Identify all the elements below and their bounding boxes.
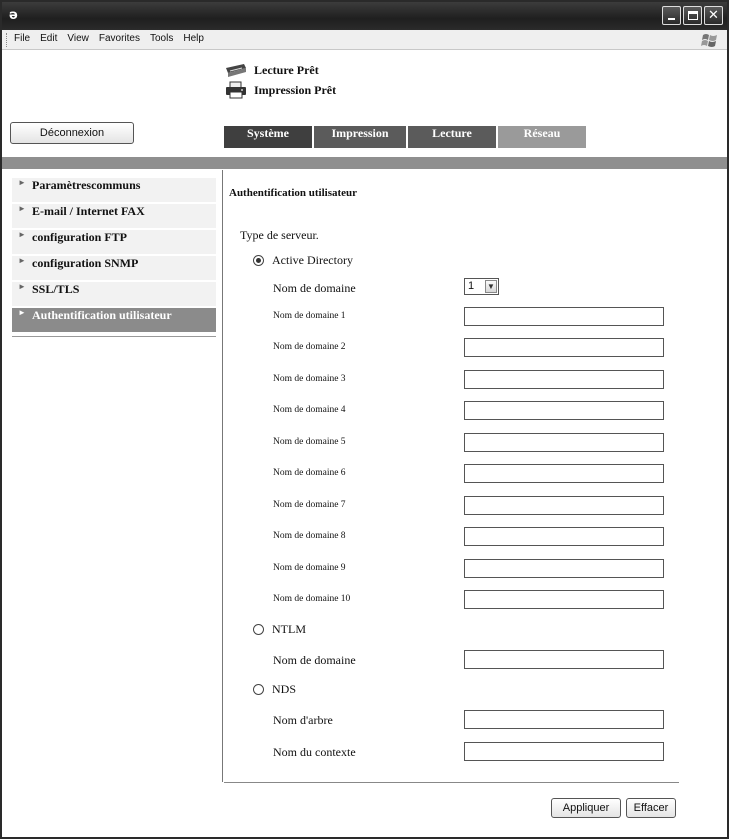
radio-nds[interactable] <box>253 680 296 698</box>
server-type-label: Type de serveur. <box>240 228 319 242</box>
logout-button[interactable]: Déconnexion <box>10 122 134 144</box>
scan-status-text: Lecture Prêt <box>254 62 319 77</box>
close-button[interactable] <box>704 6 723 25</box>
radio-button[interactable] <box>253 624 264 635</box>
apply-button[interactable]: Appliquer <box>551 798 621 818</box>
sidebar-item-label: configuration FTP <box>32 230 127 244</box>
domain-5-input[interactable] <box>464 433 664 452</box>
minimize-icon <box>668 18 675 20</box>
radio-label: NDS <box>272 681 297 696</box>
menu-file[interactable]: File <box>14 33 31 44</box>
sidebar-item-label: Authentification utilisateur <box>32 308 172 322</box>
menu-tools[interactable]: Tools <box>149 33 174 44</box>
scanner-icon <box>224 62 248 78</box>
radio-active-directory[interactable] <box>253 251 353 269</box>
radio-ntlm[interactable] <box>253 620 306 638</box>
domain-10-label: Nom de domaine 10 <box>273 594 351 604</box>
domain-9-label: Nom de domaine 9 <box>273 563 346 573</box>
sidebar-item-email-fax[interactable] <box>12 204 216 230</box>
toolbar-grip <box>6 33 8 47</box>
print-status-text: Impression Prêt <box>254 82 337 97</box>
domain-1-label: Nom de domaine 1 <box>273 311 346 321</box>
sidebar-item-common-settings[interactable] <box>12 178 216 204</box>
print-status <box>224 80 336 100</box>
tab-impression[interactable]: Impression <box>314 126 406 148</box>
menu-view[interactable]: View <box>67 33 89 44</box>
sidebar-item-label: SSL/TLS <box>32 282 80 296</box>
nds-context-input[interactable] <box>464 742 664 761</box>
page-title: Authentification utilisateur <box>229 187 358 199</box>
arrow-right-icon: ► <box>18 178 26 187</box>
nds-tree-input[interactable] <box>464 710 664 729</box>
menu-bar <box>2 30 727 50</box>
radio-label: Active Directory <box>272 252 353 267</box>
tab-systeme[interactable]: Système <box>224 126 312 148</box>
clear-button[interactable]: Effacer <box>626 798 676 818</box>
sidebar-item-label: configuration SNMP <box>32 256 139 270</box>
sidebar-item-label: E-mail / Internet FAX <box>32 204 145 218</box>
arrow-right-icon: ► <box>18 308 26 317</box>
select-value: 1 <box>468 280 475 292</box>
ntlm-domain-input[interactable] <box>464 650 664 669</box>
sidebar-item-ssl-tls[interactable] <box>12 282 216 308</box>
tab-reseau[interactable]: Réseau <box>498 126 586 148</box>
sidebar-item-label: Paramètrescommuns <box>32 178 141 192</box>
nds-tree-label: Nom d'arbre <box>273 713 333 727</box>
scan-status <box>224 60 336 80</box>
arrow-right-icon: ► <box>18 282 26 291</box>
domain-6-input[interactable] <box>464 464 664 483</box>
sidebar <box>12 178 216 337</box>
close-icon: ✕ <box>708 8 719 23</box>
maximize-button[interactable] <box>683 6 702 25</box>
main-tabs <box>224 126 586 148</box>
domain-8-label: Nom de domaine 8 <box>273 531 346 541</box>
domain-name-label: Nom de domaine <box>273 281 356 295</box>
window-controls <box>662 6 723 25</box>
ntlm-domain-label: Nom de domaine <box>273 653 356 667</box>
domain-7-input[interactable] <box>464 496 664 515</box>
domain-4-input[interactable] <box>464 401 664 420</box>
menu-favorites[interactable]: Favorites <box>98 33 140 44</box>
domain-3-input[interactable] <box>464 370 664 389</box>
domain-2-input[interactable] <box>464 338 664 357</box>
radio-label: NTLM <box>272 621 306 636</box>
arrow-right-icon: ► <box>18 204 26 213</box>
domain-10-input[interactable] <box>464 590 664 609</box>
minimize-button[interactable] <box>662 6 681 25</box>
sidebar-item-snmp[interactable] <box>12 256 216 282</box>
menu-edit[interactable]: Edit <box>40 33 58 44</box>
content-divider <box>222 170 223 782</box>
domain-7-label: Nom de domaine 7 <box>273 500 346 510</box>
nds-context-label: Nom du contexte <box>273 745 356 759</box>
tab-lecture[interactable]: Lecture <box>408 126 496 148</box>
domain-2-label: Nom de domaine 2 <box>273 342 346 352</box>
menu-help[interactable]: Help <box>183 33 204 44</box>
arrow-right-icon: ► <box>18 256 26 265</box>
header-divider <box>2 157 727 169</box>
chevron-down-icon[interactable]: ▼ <box>485 280 497 293</box>
domain-4-label: Nom de domaine 4 <box>273 405 346 415</box>
printer-icon <box>224 81 248 99</box>
domain-3-label: Nom de domaine 3 <box>273 374 346 384</box>
browser-icon: ə <box>9 8 18 23</box>
domain-9-input[interactable] <box>464 559 664 578</box>
domain-1-input[interactable] <box>464 307 664 326</box>
arrow-right-icon: ► <box>18 230 26 239</box>
radio-button[interactable] <box>253 255 264 266</box>
domain-count-select[interactable] <box>464 278 499 295</box>
sidebar-item-user-auth[interactable] <box>12 308 216 334</box>
footer-divider <box>224 782 679 783</box>
title-bar <box>2 2 727 30</box>
sidebar-divider <box>12 336 216 337</box>
device-status <box>224 60 336 100</box>
domain-6-label: Nom de domaine 6 <box>273 468 346 478</box>
maximize-icon <box>688 11 698 20</box>
domain-8-input[interactable] <box>464 527 664 546</box>
windows-flag-icon <box>701 32 719 48</box>
sidebar-item-ftp[interactable] <box>12 230 216 256</box>
domain-5-label: Nom de domaine 5 <box>273 437 346 447</box>
radio-button[interactable] <box>253 684 264 695</box>
